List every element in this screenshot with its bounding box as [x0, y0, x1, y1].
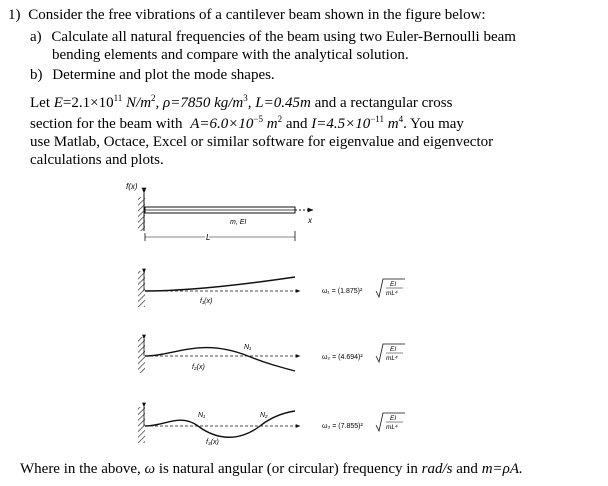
mode-3-node-2: N₂	[260, 412, 268, 419]
given-rho: , ρ=7850	[155, 95, 211, 111]
x-label: x	[308, 216, 312, 225]
part-a-label: a)	[30, 29, 42, 45]
footer-omega: ω	[144, 461, 156, 477]
given-A-exponent: −5	[253, 114, 263, 124]
given-I-unit: m	[387, 116, 399, 132]
mode-2-omega: ω₂ = (4.694)²	[322, 354, 363, 361]
mode-1-frac-den: mL⁴	[386, 290, 398, 297]
given-rho-unit-exp: 3	[243, 93, 248, 103]
given-L-unit: m	[300, 95, 311, 111]
given-A: A=6.0×10	[190, 116, 254, 132]
given-A-unit: m	[266, 116, 278, 132]
length-label: L	[206, 233, 211, 242]
mode-2-shape-label: f₂(x)	[192, 364, 205, 371]
mode-3-frac-den: mL⁴	[386, 424, 398, 431]
given-E-unit: N/m	[126, 95, 152, 111]
given-and: and	[285, 116, 308, 132]
mode-2-frac-den: mL⁴	[386, 355, 398, 362]
part-a	[30, 28, 516, 46]
given-line4: calculations and plots.	[30, 152, 164, 168]
given-line1	[30, 94, 452, 112]
given-I-exponent: −11	[370, 114, 384, 124]
given-E-exponent: 11	[113, 93, 123, 103]
beam-label: m, EI	[230, 219, 247, 226]
axis-label: f(x)	[126, 182, 138, 191]
given-line2-text: section for the beam with	[30, 116, 183, 132]
given-E-unit-exp: 2	[151, 93, 156, 103]
mode-3-shape-curve	[145, 411, 295, 437]
given-rho-unit: kg/m	[214, 95, 244, 111]
mode-2-node-1: N₁	[244, 344, 252, 351]
cantilever-figure	[100, 175, 430, 445]
part-b	[30, 66, 275, 84]
footer-m-def: m=ρA.	[481, 461, 523, 477]
mode-2-shape-curve	[145, 348, 295, 371]
given-I: I=4.5×10	[311, 116, 371, 132]
given-rect-text: and a rectangular cross	[314, 95, 453, 111]
given-let: Let	[30, 95, 50, 111]
given-E-value: =2.1×10	[62, 95, 114, 111]
fixed-support-hatch	[138, 197, 145, 231]
footer-text-c: and	[456, 461, 478, 477]
part-a-line2: bending elements and compare with the analytical solution.	[52, 47, 409, 63]
mode-1-shape-label: f₁(x)	[200, 298, 213, 305]
footer-text-a: Where in the above,	[20, 461, 141, 477]
given-E-symbol: E	[53, 95, 63, 111]
mode-3	[138, 407, 405, 445]
part-b-label: b)	[30, 67, 43, 83]
footer-unit: rad/s	[421, 461, 453, 477]
mode-3-shape-label: f₃(x)	[206, 439, 219, 445]
problem-number: 1)	[8, 7, 21, 23]
mode-1-omega: ω₁ = (1.875)²	[322, 288, 363, 295]
mode-3-frac-num: EI	[390, 415, 397, 422]
part-a-line1: Calculate all natural frequencies of the beam using two Euler-Bernoulli beam	[51, 29, 516, 45]
mode-3-node-1: N₁	[198, 412, 206, 419]
footer-text-b: is natural angular (or circular) frequency in	[158, 461, 418, 477]
given-line3: use Matlab, Octace, Excel or similar software for eigenvalue and eigenvector	[30, 134, 494, 150]
mode-2	[138, 337, 405, 373]
given-may: . You may	[403, 116, 464, 132]
problem-intro	[8, 6, 486, 24]
mode-3-omega: ω₃ = (7.855)²	[322, 423, 363, 430]
mode-2-frac-num: EI	[390, 346, 397, 353]
footer-note	[20, 460, 523, 478]
given-I-unit-exp: 4	[398, 114, 404, 124]
problem-intro-text: Consider the free vibrations of a cantilever beam shown in the figure below:	[28, 7, 486, 23]
mode-1-shape-curve	[145, 277, 295, 291]
mode-1-frac-num: EI	[390, 281, 397, 288]
part-b-line1: Determine and plot the mode shapes.	[52, 67, 275, 83]
mode-1	[138, 271, 405, 307]
beam-schematic	[126, 182, 313, 242]
given-L: , L=0.45	[247, 95, 300, 111]
given-A-unit-exp: 2	[277, 114, 283, 124]
given-line2	[30, 115, 464, 133]
